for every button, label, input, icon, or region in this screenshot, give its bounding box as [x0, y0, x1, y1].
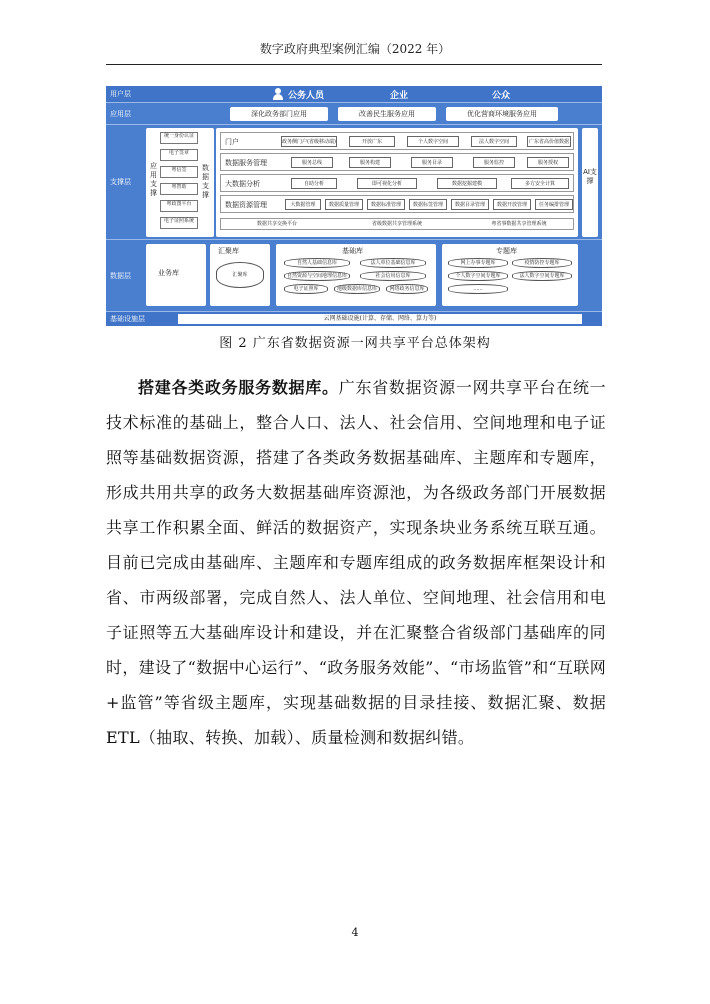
support-layer [106, 125, 602, 240]
support-cell: 数据质量管理 [325, 199, 363, 210]
support-row-portal [220, 132, 574, 150]
support-cell: 数据挖掘建模 [437, 178, 497, 189]
support-cell: 任务编排管理 [535, 199, 573, 210]
support-row-label: 数据服务管理 [225, 159, 267, 167]
collect-db-panel [210, 244, 270, 306]
support-row-label: 门户 [225, 138, 239, 146]
support-item: 粤智助 [160, 183, 198, 195]
support-cell: 个人数字空间 [407, 136, 459, 147]
user-public: 公众 [492, 91, 511, 101]
support-main-panel [216, 128, 578, 237]
app-support-panel [146, 128, 214, 237]
support-cell: 大数据管理 [285, 199, 321, 210]
infra-layer [106, 312, 602, 326]
app-support-label: 应用支撑 [150, 162, 157, 197]
support-item: 电子证照系统 [160, 217, 198, 229]
support-cell: 数据开放管理 [493, 199, 531, 210]
basic-db-item: 网络政务信息库 [386, 284, 428, 294]
basic-db-panel [276, 244, 436, 306]
architecture-figure [106, 86, 602, 326]
collect-db-title: 汇聚库 [218, 247, 239, 255]
support-cell: 服务监控 [473, 157, 515, 168]
support-cell: 数据标准管理 [367, 199, 405, 210]
support-cell: 开放广东 [349, 136, 395, 147]
infra-layer-label: 基础设施层 [110, 315, 145, 323]
user-civil-servant: 公务人员 [288, 91, 325, 101]
support-cell: 服务目录 [411, 157, 453, 168]
app-livelihood: 改善民生服务应用 [338, 107, 436, 121]
app-layer [106, 103, 602, 125]
support-cell: 服务授权 [527, 157, 569, 168]
app-layer-label: 应用层 [110, 109, 131, 118]
body-paragraph [106, 370, 606, 755]
support-row-resource [220, 195, 574, 213]
ai-support-panel [582, 128, 598, 237]
basic-db-title: 基础库 [342, 247, 363, 255]
header-rule [106, 64, 602, 65]
support-cell: 自助分析 [291, 178, 337, 189]
topic-db-item: 法人数字空间专题库 [512, 271, 572, 281]
support-item: 粤政图平台 [160, 200, 198, 212]
page-number: 4 [351, 926, 359, 939]
support-row-exchange [220, 218, 574, 230]
support-row-analysis [220, 174, 574, 192]
support-cell: 即可视化分析 [357, 178, 417, 189]
basic-db-item: 地级数据库信息库 [334, 284, 380, 294]
support-item: 电子签章 [160, 149, 198, 161]
basic-db-item: 自然人基础信息库 [284, 258, 350, 268]
support-cell: 多方安全计算 [511, 178, 569, 189]
support-cell: 服务总线 [291, 157, 333, 168]
basic-db-item: 法人单位基础信息库 [360, 258, 426, 268]
infra-box: 云网基础设施(计算、存储、网络、算力等) [178, 314, 582, 324]
topic-db-item: 疫情防控专题库 [512, 258, 572, 268]
person-icon [272, 88, 284, 101]
topic-db-panel [442, 244, 578, 306]
user-layer [106, 86, 602, 103]
support-cell: 法人数字空间 [471, 136, 517, 147]
topic-db-item: 个人数字空间专题库 [448, 271, 508, 281]
business-db-panel [146, 244, 206, 306]
page-header: 数字政府典型案例汇编（2022 年） [259, 42, 451, 56]
support-row-label: 大数据分析 [225, 180, 260, 188]
basic-db-item: 自然资源与空间地理信息库 [284, 271, 350, 281]
topic-db-item: 网上办事专题库 [448, 258, 508, 268]
data-layer [106, 240, 602, 312]
support-cell: 政务侧门户(省级移动端) [281, 136, 337, 147]
basic-db-item: 电子证照库 [284, 284, 328, 294]
support-cell: 省级数据共享管理系统 [371, 221, 422, 227]
topic-db-title: 专题库 [496, 247, 517, 255]
support-cell: 数据共享交换平台 [256, 221, 297, 227]
ai-support-label: AI支撑 [583, 168, 597, 185]
support-cell: 数据标签管理 [409, 199, 447, 210]
collect-db-cylinder: 汇聚库 [216, 262, 264, 288]
user-enterprise: 企业 [390, 91, 409, 101]
support-layer-label: 支撑层 [110, 178, 131, 186]
basic-db-item: 社会信用信息库 [360, 271, 426, 281]
support-cell: 数据目录管理 [451, 199, 489, 210]
support-item: 粤信签 [160, 166, 198, 178]
paragraph-lead: 搭建各类政务服务数据库。 [138, 378, 339, 397]
support-cell: 广东省高价值数据 [527, 136, 571, 147]
support-cell: 服务构建 [349, 157, 391, 168]
app-business-env: 优化营商环境服务应用 [446, 107, 558, 121]
support-cell: 粤省事数据共享管理系统 [491, 221, 547, 227]
support-item: 统一身份认证 [160, 132, 198, 144]
business-db-label: 业务库 [158, 269, 179, 277]
app-gov-dept: 深化政务部门应用 [230, 107, 328, 121]
data-support-label: 数据支撑 [202, 164, 209, 199]
figure-caption: 图 2 广东省数据资源一网共享平台总体架构 [219, 336, 491, 351]
paragraph-text: 广东省数据资源一网共享平台在统一技术标准的基础上，整合人口、法人、社会信用、空间地理和电子证照等基础数据资源，搭建了各类政务数据基础库、主题库和专题库，形成共用共享的政务大数据基础库资源池，为各级政务部门开展数据共享工作积累全面、鲜活的数据资产，实现条块业务系统互联互通。目前已完成由基础库、主题库和专题库组成的政务数据库框架设计和省、市两级部署，完成自然人、法人单位、空间地理、社会信用和电子证照等五大基础库设计和建设，并在汇聚整合省级部门基础库的同时，建设了“数据中心运行”、“政务服务效能”、“市场监管”和“互联网+监管”等省级主题库，实现基础数据的目录挂接、数据汇聚、数据 ETL（抽取、转换、加载）、质量检测和数据纠错。 [106, 378, 606, 747]
topic-db-item: ...... [448, 284, 508, 294]
data-layer-label: 数据层 [110, 271, 131, 280]
support-row-label: 数据资源管理 [225, 201, 267, 209]
support-row-service [220, 153, 574, 171]
user-layer-label: 用户层 [110, 90, 131, 98]
